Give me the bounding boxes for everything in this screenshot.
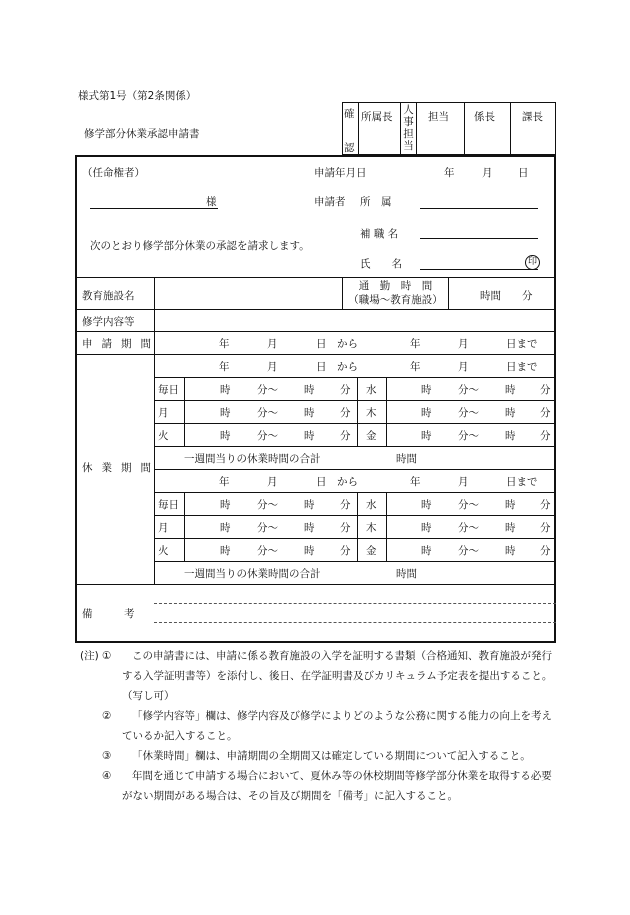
weekly-total-value-1[interactable]: 時間 <box>396 453 417 465</box>
weekly-total-label-1: 一週間当りの休業時間の合計 <box>184 453 321 465</box>
weekly-total-value-2[interactable]: 時間 <box>396 568 417 580</box>
bikou-field[interactable] <box>156 586 554 641</box>
hosho-field[interactable] <box>420 238 538 239</box>
ninmei-label: （任命権者） <box>82 167 145 179</box>
day-label: 火 <box>158 545 169 557</box>
kakunin-bottom: 認 <box>344 142 355 154</box>
day-label: 月 <box>158 522 169 534</box>
applicant-label: 申請者 <box>314 196 346 208</box>
date-day: 日 <box>518 167 529 179</box>
day-label: 毎日 <box>158 384 179 396</box>
day-label: 毎日 <box>158 499 179 511</box>
shimei-label: 氏 名 <box>360 258 402 270</box>
period-label: 申請期間 <box>82 338 160 350</box>
day-label: 水 <box>366 384 377 396</box>
day-label: 木 <box>366 522 377 534</box>
shimei-field[interactable] <box>420 269 538 270</box>
request-text: 次のとおり修学部分休業の承認を請求します。 <box>90 240 310 252</box>
seal-mark: 印 <box>525 255 540 270</box>
day-label: 火 <box>158 430 169 442</box>
role-tanto: 担当 <box>428 111 449 123</box>
date-label: 申請年月日 <box>314 167 367 179</box>
facility-label: 教育施設名 <box>82 290 135 302</box>
date-month: 月 <box>482 167 493 179</box>
role-jinji: 人 事 担 当 <box>403 104 414 152</box>
kakunin-top: 確 <box>344 108 355 120</box>
commute-label: 通 勤 時 間 （職場～教育施設） <box>348 280 443 306</box>
hosho-label: 補 職 名 <box>360 228 399 240</box>
day-label: 金 <box>366 545 377 557</box>
form-id: 様式第1号（第2条関係） <box>78 90 197 102</box>
shozoku-field[interactable] <box>420 208 538 209</box>
day-label: 木 <box>366 407 377 419</box>
commute-value[interactable]: 時間 分 <box>480 290 533 302</box>
day-label: 金 <box>366 430 377 442</box>
weekly-total-label-2: 一週間当りの休業時間の合計 <box>184 568 321 580</box>
note-item: ④ 年間を通じて申請する場合において、夏休み等の休校期間等修学部分休業を取得する必要がない期間がある場合は、その旨及び期間を「備考」に記入すること。 <box>102 770 552 802</box>
day-label: 月 <box>158 407 169 419</box>
notes-section <box>80 646 560 806</box>
role-shozokucho: 所属長 <box>361 111 393 123</box>
facility-field[interactable] <box>156 279 340 307</box>
form-title: 修学部分休業承認申請書 <box>84 128 200 140</box>
addressee-line[interactable] <box>90 208 218 209</box>
note-item: ② 「修学内容等」欄は、修学内容及び修学によりどのような公務に関する能力の向上を考えているか記入すること。 <box>102 710 552 742</box>
content-label: 修学内容等 <box>82 316 135 328</box>
day-label: 水 <box>366 499 377 511</box>
sama-label: 様 <box>206 196 217 208</box>
bikou-label: 備 考 <box>82 608 135 620</box>
note-item: (注) ① この申請書には、申請に係る教育施設の入学を証明する書類（合格通知、教育施設が発行する入学証明書等）を添付し、後日、在学証明書及びカリキュラム予定表を提出すること。（写し可） <box>80 650 553 702</box>
date-year: 年 <box>444 167 455 179</box>
note-item: ③ 「休業時間」欄は、申請期間の全期間又は確定している期間について記入すること。 <box>102 750 531 762</box>
role-kacho: 課長 <box>522 111 543 123</box>
kyugyo-label: 休業期間 <box>82 462 160 474</box>
role-kakaricho: 係長 <box>474 111 495 123</box>
shozoku-label: 所 属 <box>360 196 392 208</box>
content-field[interactable] <box>156 311 554 329</box>
